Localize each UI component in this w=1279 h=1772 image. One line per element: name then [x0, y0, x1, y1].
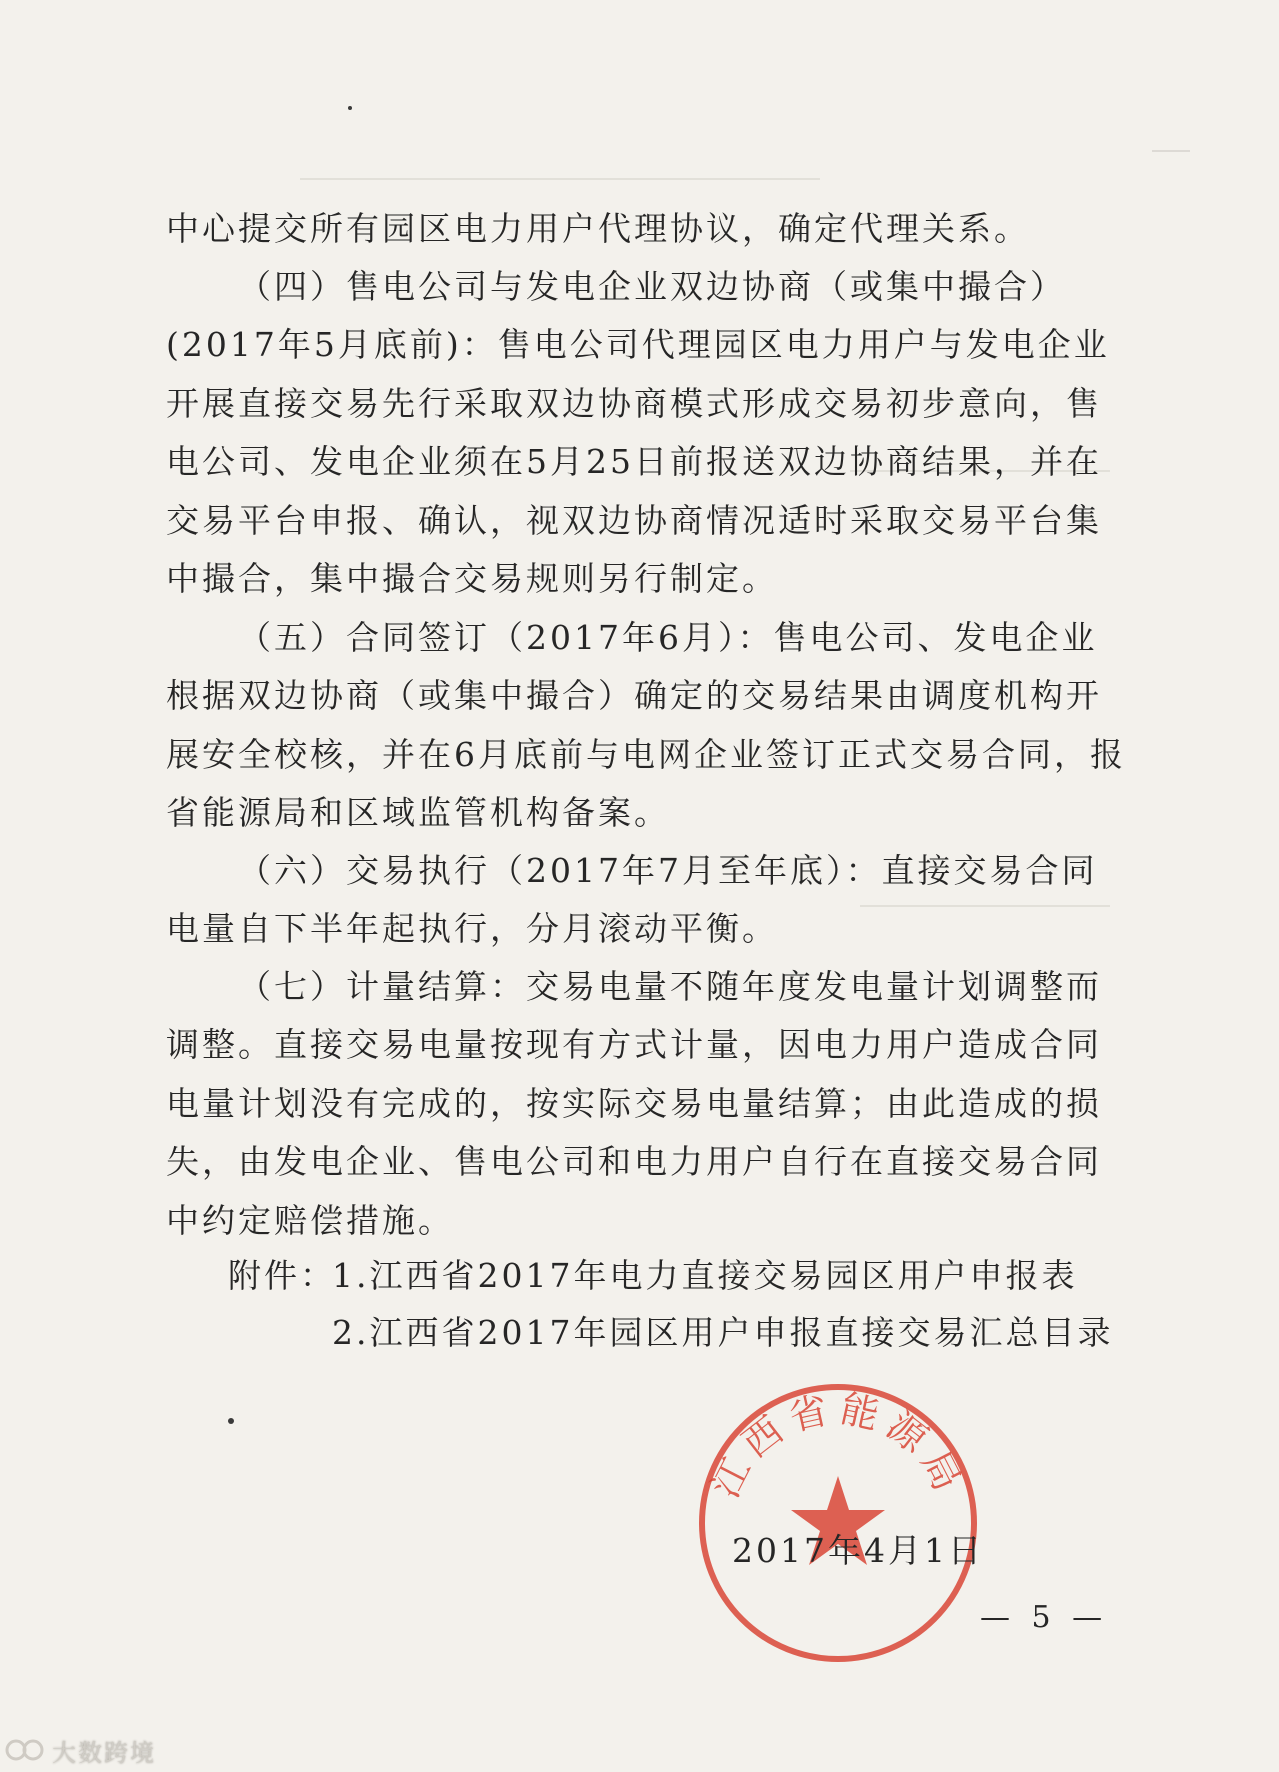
watermark-text: 大数跨境	[52, 1738, 156, 1767]
bleed-through-line	[300, 178, 820, 180]
attachments-label: 附件：	[228, 1256, 336, 1295]
paragraph-section-5: （五）合同签订（2017年6月）：售电公司、发电企业根据双边协商（或集中撮合）确定的交易结果由调度机构开展安全校核，并在6月底前与电网企业签订正式交易合同，报省能源局和区域监管机构备案。	[166, 618, 1126, 833]
ink-speck	[228, 1418, 234, 1424]
page-number: — 5 —	[980, 1600, 1109, 1635]
document-date: 2017年4月1日	[732, 1531, 984, 1570]
watermark	[4, 1735, 156, 1765]
attachment-item-1: 1.江西省2017年电力直接交易园区用户申报表	[332, 1256, 1078, 1295]
paragraph-section-6: （六）交易执行（2017年7月至年底）：直接交易合同电量自下半年起执行，分月滚动平衡。	[166, 851, 1098, 949]
paragraph-section-4: （四）售电公司与发电企业双边协商（或集中撮合）(2017年5月底前)：售电公司代理园区电力用户与发电企业开展直接交易先行采取双边协商模式形成交易初步意向，售电公司、发电企业须在5月25日前报送双边协商结果，并在交易平台申报、确认，视双边协商情况适时采取交易平台集中撮合，集中撮合交易规则另行制定。	[166, 267, 1110, 599]
seal-text: 江西省能源局	[702, 1386, 974, 1505]
watermark-logo-icon	[4, 1737, 46, 1763]
attachment-item-2: 2.江西省2017年园区用户申报直接交易汇总目录	[332, 1313, 1114, 1352]
paragraph-section-7: （七）计量结算：交易电量不随年度发电量计划调整而调整。直接交易电量按现有方式计量，因电力用户造成合同电量计划没有完成的，按实际交易电量结算；由此造成的损失，由发电企业、售电公司和电力用户自行在直接交易合同中约定赔偿措施。	[166, 967, 1102, 1240]
bleed-through-tag	[1152, 150, 1190, 166]
official-seal-icon	[693, 1378, 983, 1668]
paragraph-intro: 中心提交所有园区电力用户代理协议，确定代理关系。	[166, 209, 1030, 248]
ink-speck	[348, 106, 352, 110]
